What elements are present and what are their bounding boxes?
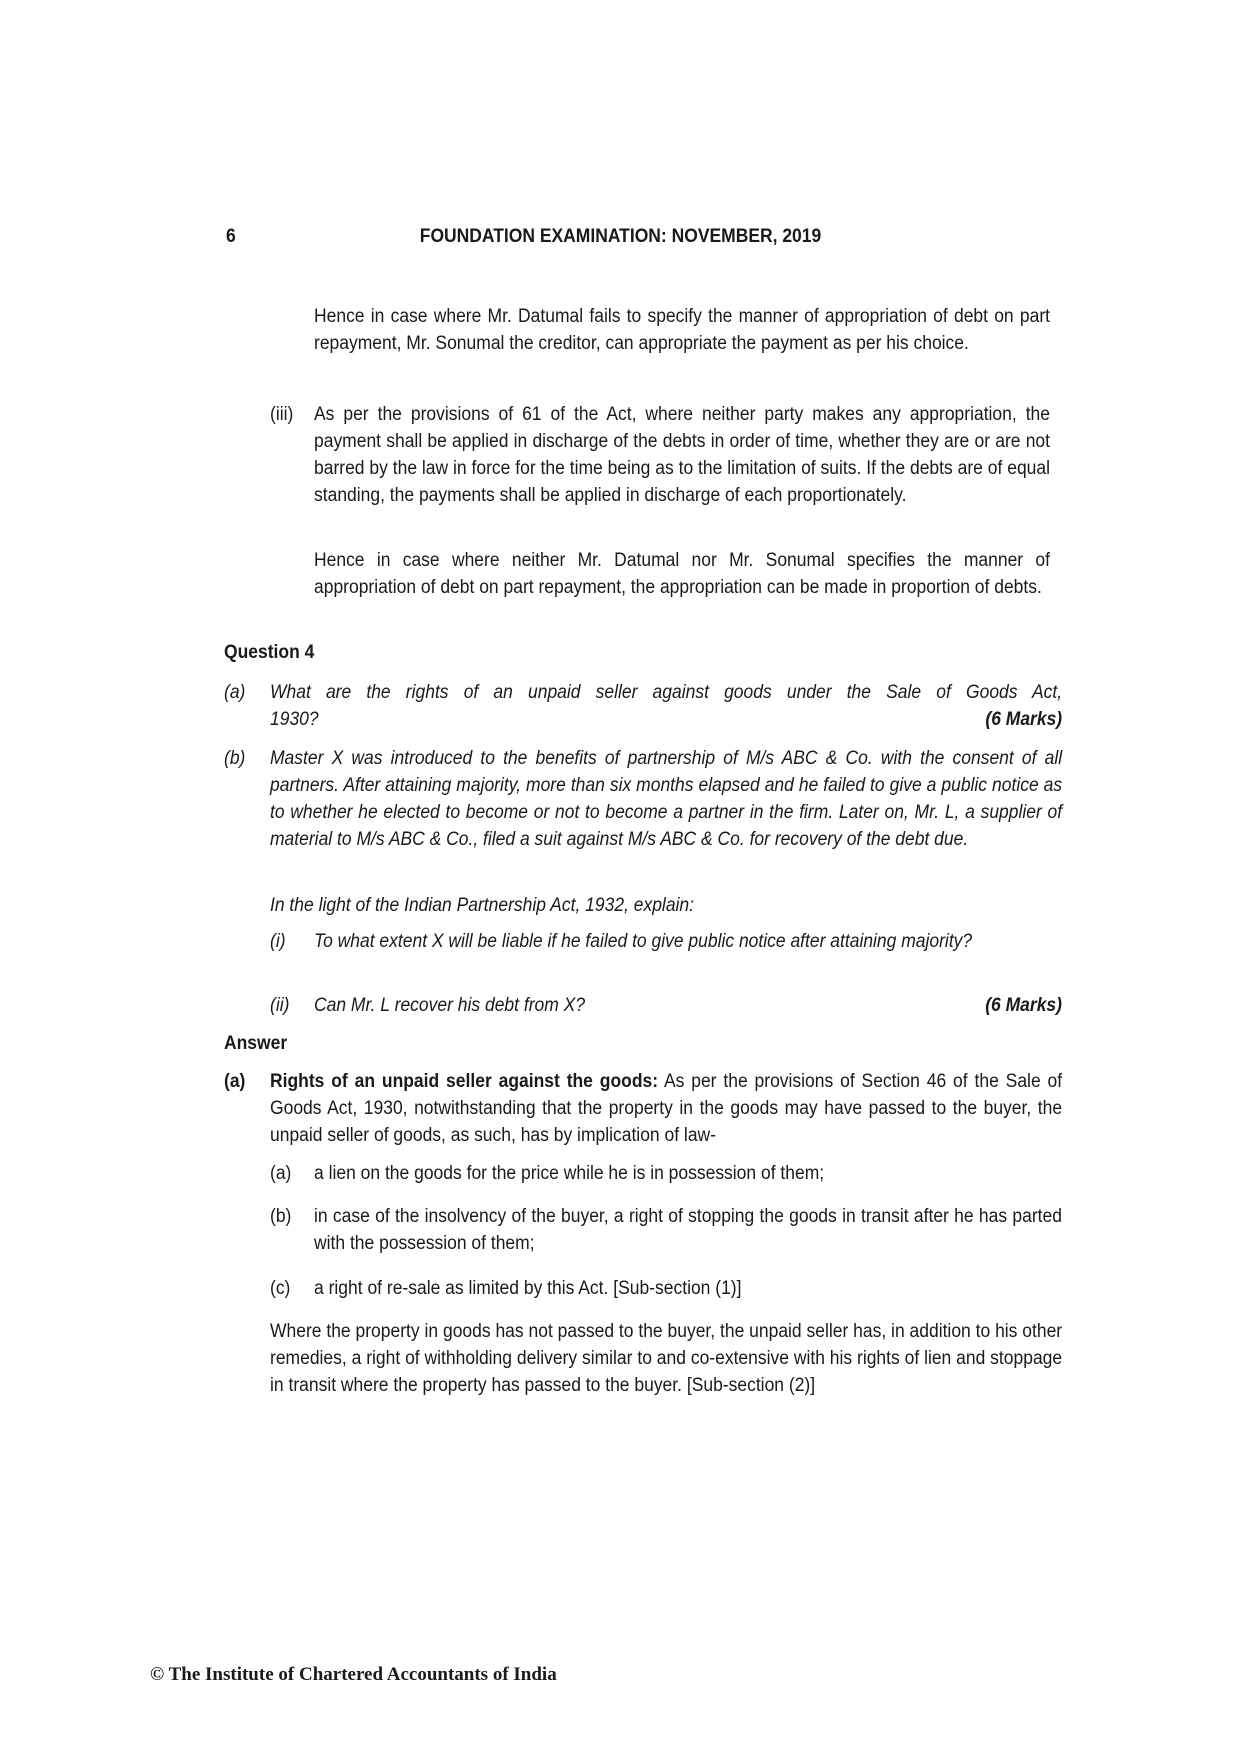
question-a-year: 1930? [270,709,319,730]
list-label-iii: (iii) [270,404,294,425]
paragraph-hence-creditor: Hence in case where Mr. Datumal fails to specify the manner of appropriation of debt on part repayment, Mr. Sonumal the creditor, can appropriate the payment as per his choice. [314,306,1050,354]
question-a-text [270,679,1062,733]
question-a-line2 [270,706,1062,733]
question-a-label: (a) [224,682,246,703]
answer-item-c-label: (c) [270,1278,291,1299]
question-b-ii-text: Can Mr. L recover his debt from X? [314,995,586,1016]
answer-closing-paragraph: Where the property in goods has not passed to the buyer, the unpaid seller has, in addition to his other remedies, a right of withholding delivery similar to and co-extensive with his rights of lien and stoppage in transit where the property has passed to the buyer. [Sub-section (2)] [270,1321,1063,1396]
answer-a-bold-lead: Rights of an unpaid seller against the goods: [270,1071,659,1092]
question-b-marks: (6 Marks) [985,995,1062,1016]
page-header-title: FOUNDATION EXAMINATION: NOVEMBER, 2019 [419,226,822,247]
answer-item-a-label: (a) [270,1163,292,1184]
question-b-i-text: To what extent X will be liable if he failed to give public notice after attaining majority? [314,931,973,952]
paragraph-section-61: As per the provisions of 61 of the Act, where neither party makes any appropriation, the payment shall be applied in discharge of the debts in order of time, whether they are or are not barred by the law in force for the time being as to the limitation of suits. If the debts are of equal standing, the payments shall be applied in discharge of each proportionately. [314,404,1050,506]
answer-a-label: (a) [224,1071,246,1092]
answer-item-c-text: a right of re-sale as limited by this Act. [Sub-section (1)] [314,1278,742,1299]
question-heading: Question 4 [224,642,315,663]
answer-item-a-text: a lien on the goods for the price while he is in possession of them; [314,1163,825,1184]
question-b-label: (b) [224,748,246,769]
answer-a-paragraph [270,1068,1062,1149]
question-b-text: Master X was introduced to the benefits of partnership of M/s ABC & Co. with the consent of all partners. After attaining majority, more than six months elapsed and he failed to give a public notice as to whether he elected to become or not to become a partner in the firm. Later on, Mr. L, a supplier of material to M/s ABC & Co., filed a suit against M/s ABC & Co. for recovery of the debt due. [270,748,1063,850]
question-a-marks: (6 Marks) [985,709,1063,730]
question-b-ii-label: (ii) [270,995,290,1016]
answer-a-text: As per the provisions of Section 46 of the Sale of Goods Act, 1930, notwithstanding that the property in the goods may have passed to the buyer, the unpaid seller of goods, as such, has by implication of law- [270,1071,1063,1146]
paragraph-hence-proportion: Hence in case where neither Mr. Datumal nor Mr. Sonumal specifies the manner of appropriation of debt on part repayment, the appropriation can be made in proportion of debts. [314,550,1050,598]
question-b-intro: In the light of the Indian Partnership Act, 1932, explain: [270,895,695,916]
question-b-ii-row [314,992,1062,1019]
question-b-ii-line [314,992,1062,1019]
answer-item-b-label: (b) [270,1206,292,1227]
footer-copyright: © The Institute of Chartered Accountants of India [150,1664,557,1685]
page-number: 6 [226,226,236,247]
question-b-i-label: (i) [270,931,286,952]
answer-item-b-text: in case of the insolvency of the buyer, a right of stopping the goods in transit after he has parted with the possession of them; [314,1206,1062,1254]
question-a-line1: What are the rights of an unpaid seller against goods under the Sale of Goods Act, [270,682,1063,703]
answer-heading: Answer [224,1033,288,1054]
